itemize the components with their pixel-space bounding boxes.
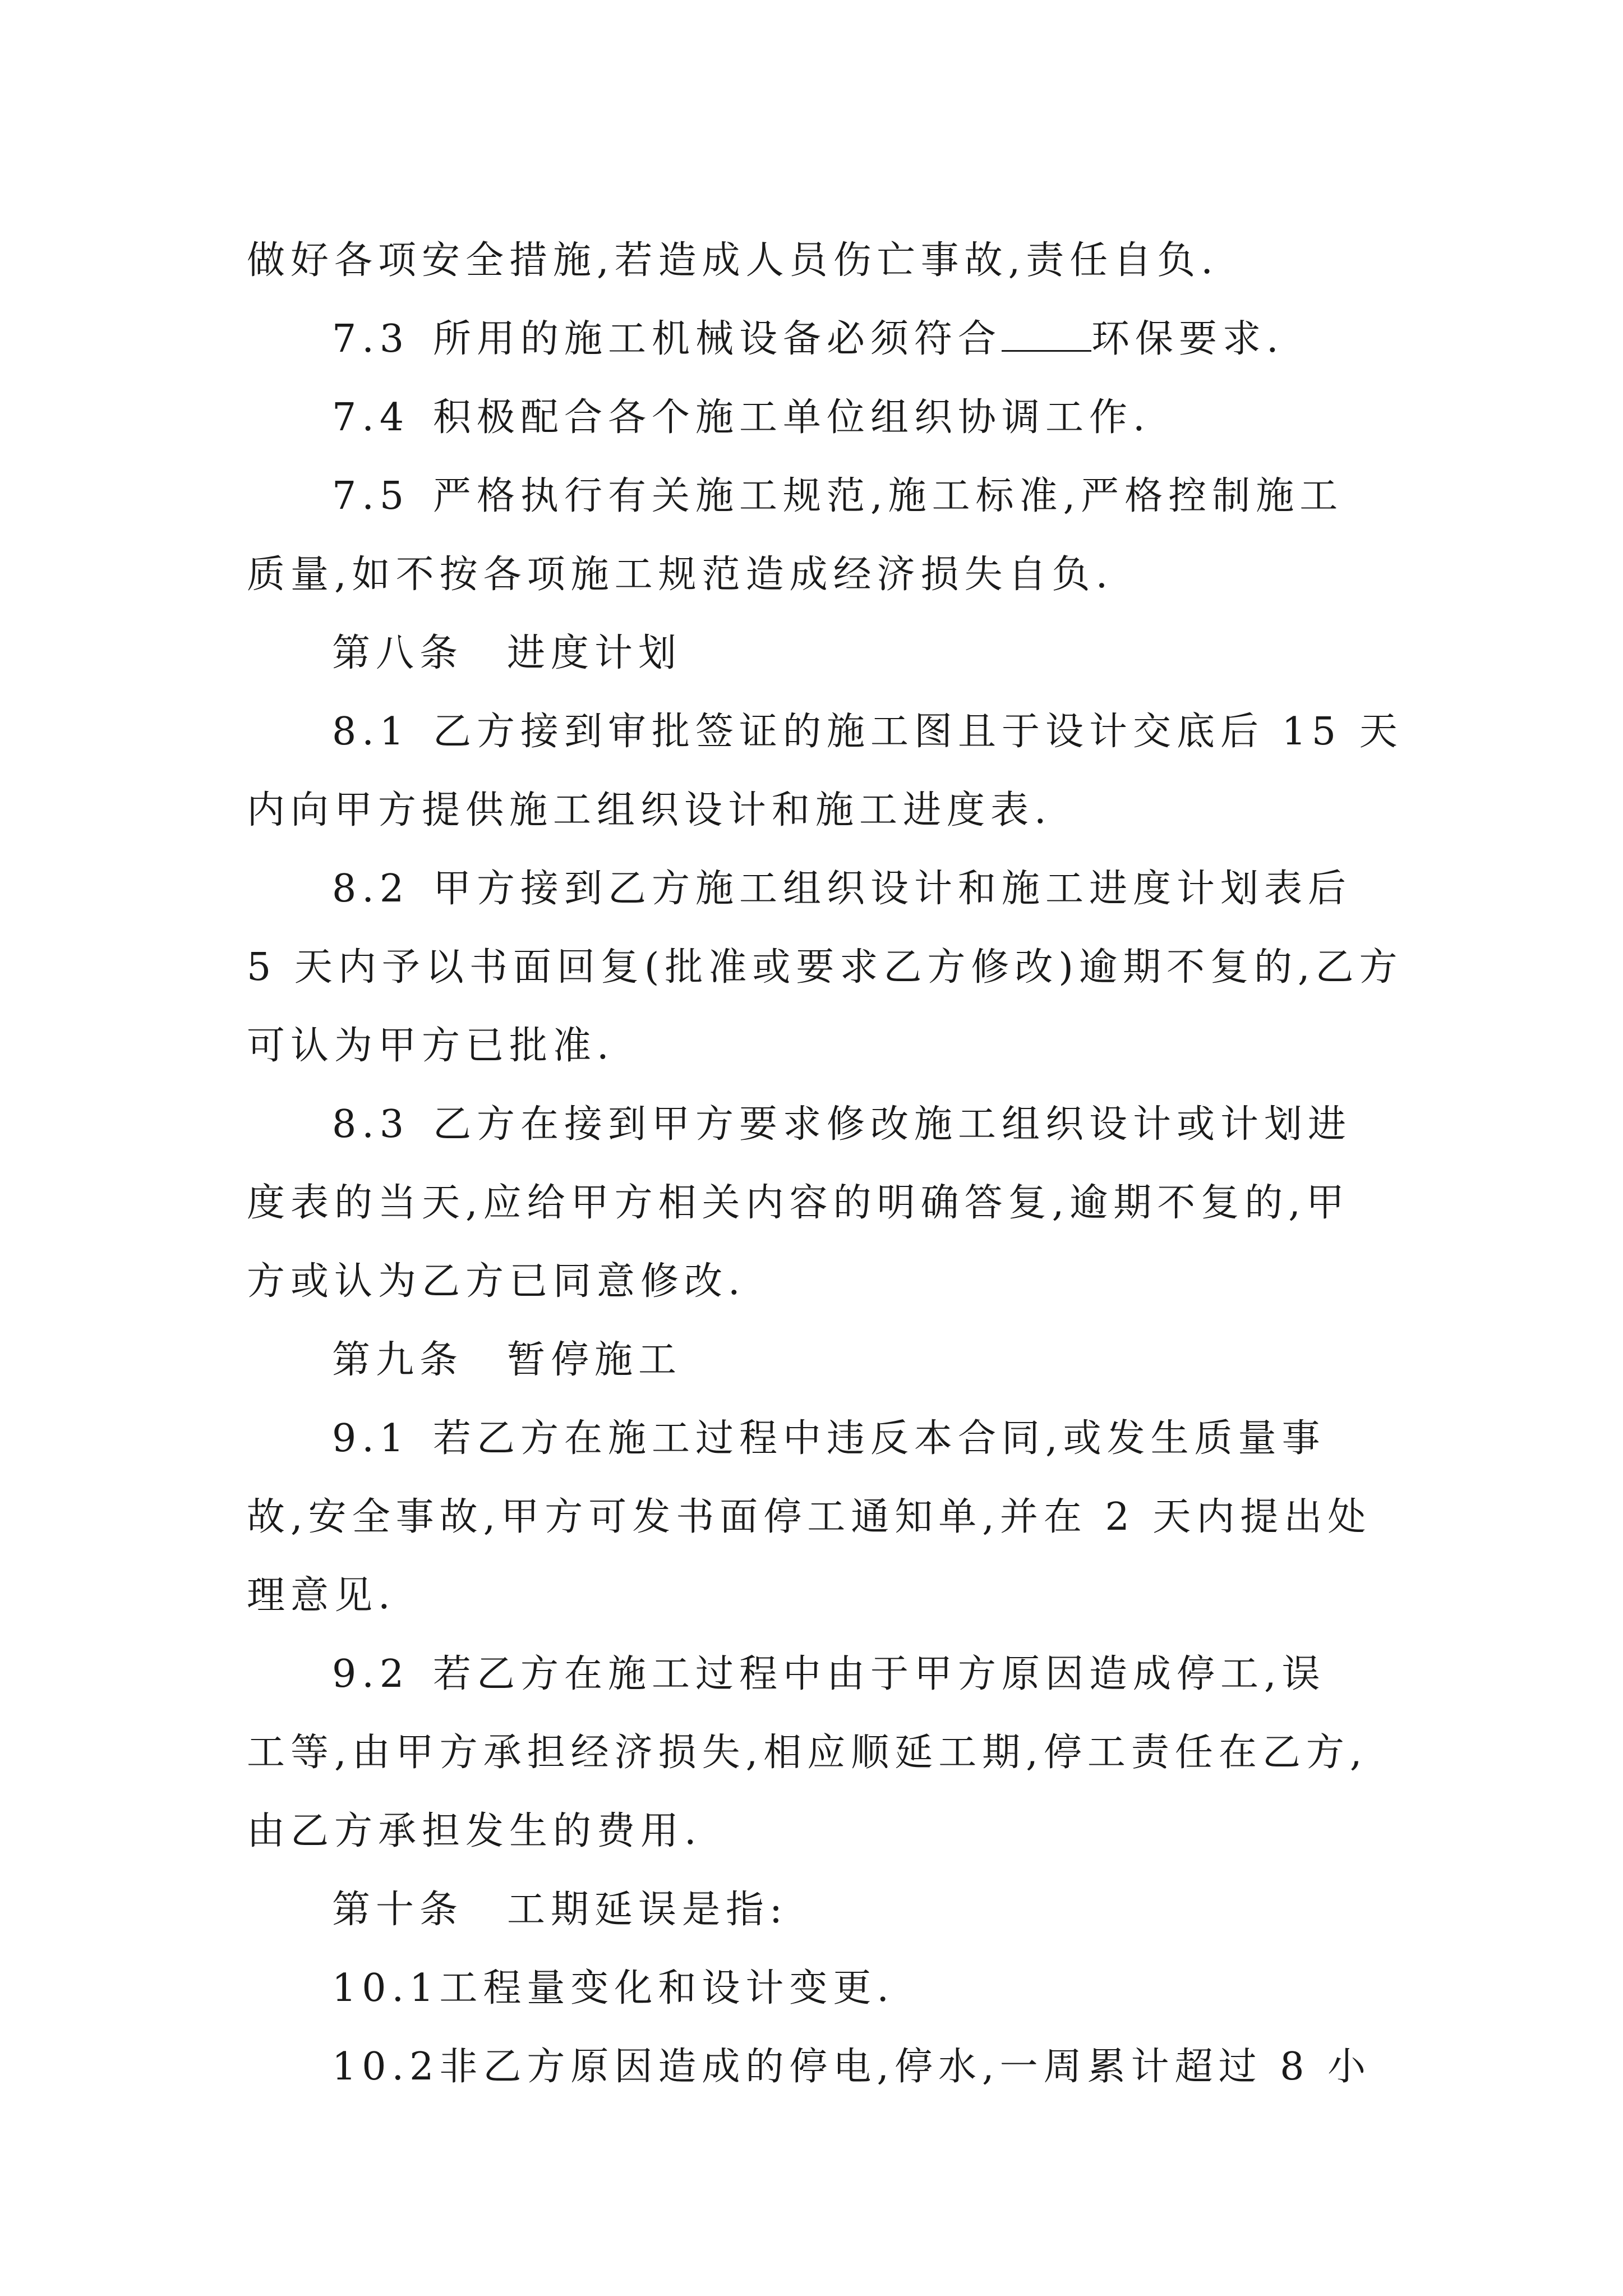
line-text: 若乙方在施工过程中由于甲方原因造成停工,误 — [433, 1652, 1326, 1696]
paragraph-line — [247, 536, 1396, 614]
clause-10-1 — [247, 1949, 1396, 2028]
line-text: 工程量变化和设计变更. — [439, 1966, 895, 2010]
line-text-after: 环保要求. — [1091, 317, 1284, 361]
section-heading-8 — [247, 614, 1396, 693]
clause-number: 7.5 — [332, 474, 410, 518]
paragraph-line — [247, 1792, 1396, 1871]
paragraph-line — [247, 1007, 1396, 1085]
section-heading: 第八条 进度计划 — [332, 631, 683, 675]
document-body — [247, 222, 1403, 2106]
line-text: 内向甲方提供施工组织设计和施工进度表. — [247, 788, 1052, 832]
paragraph-line — [247, 1164, 1396, 1243]
clause-9-2 — [247, 1635, 1396, 1714]
clause-10-2 — [247, 2028, 1396, 2106]
paragraph-line — [247, 1557, 1396, 1635]
clause-8-2 — [247, 850, 1396, 928]
paragraph-line — [247, 1714, 1396, 1792]
line-text: 乙方在接到甲方要求修改施工组织设计或计划进 — [433, 1102, 1352, 1147]
clause-number: 7.4 — [332, 395, 410, 440]
clause-number: 9.2 — [332, 1652, 410, 1696]
clause-7-4 — [247, 379, 1396, 457]
paragraph-line — [247, 1243, 1396, 1321]
line-text: 可认为甲方已批准. — [247, 1024, 615, 1068]
line-text: 理意见. — [247, 1573, 396, 1618]
clause-7-5 — [247, 457, 1396, 536]
line-text: 质量,如不按各项施工规范造成经济损失自负. — [247, 553, 1114, 597]
fill-in-blank — [1002, 323, 1091, 352]
paragraph-line — [247, 928, 1403, 1007]
line-text: 非乙方原因造成的停电,停水,一周累计超过 8 小 — [439, 2045, 1372, 2089]
clause-number: 9.1 — [332, 1416, 410, 1461]
clause-number: 8.3 — [332, 1102, 410, 1147]
paragraph-line — [247, 771, 1396, 850]
line-text: 严格执行有关施工规范,施工标准,严格控制施工 — [433, 474, 1344, 518]
line-text: 工等,由甲方承担经济损失,相应顺延工期,停工责任在乙方, — [247, 1731, 1368, 1775]
section-heading-10 — [247, 1871, 1396, 1949]
clause-number: 10.1 — [332, 1966, 440, 2010]
clause-number: 8.1 — [332, 710, 410, 754]
line-text: 甲方接到乙方施工组织设计和施工进度计划表后 — [433, 867, 1352, 911]
clause-9-1 — [247, 1400, 1396, 1478]
clause-number: 7.3 — [332, 317, 410, 361]
line-text: 乙方接到审批签证的施工图且于设计交底后 15 天 — [433, 710, 1403, 754]
paragraph-line — [247, 222, 1396, 300]
line-text: 积极配合各个施工单位组织协调工作. — [433, 395, 1151, 440]
clause-number: 10.2 — [332, 2045, 440, 2089]
line-text: 由乙方承担发生的费用. — [247, 1809, 702, 1853]
section-heading-9 — [247, 1321, 1396, 1400]
line-text: 故,安全事故,甲方可发书面停工通知单,并在 2 天内提出处 — [247, 1495, 1372, 1539]
line-text: 所用的施工机械设备必须符合 — [433, 317, 1002, 361]
line-text: 方或认为乙方已同意修改. — [247, 1259, 746, 1304]
clause-number: 8.2 — [332, 867, 410, 911]
line-text: 5 天内予以书面回复(批准或要求乙方修改)逾期不复的,乙方 — [247, 945, 1403, 990]
clause-8-1 — [247, 693, 1403, 771]
line-text: 若乙方在施工过程中违反本合同,或发生质量事 — [433, 1416, 1326, 1461]
section-heading: 第十条 工期延误是指: — [332, 1888, 788, 1932]
clause-8-3 — [247, 1085, 1396, 1164]
line-text: 度表的当天,应给甲方相关内容的明确答复,逾期不复的,甲 — [247, 1181, 1350, 1225]
line-text: 做好各项安全措施,若造成人员伤亡事故,责任自负. — [247, 238, 1219, 283]
clause-7-3 — [247, 300, 1396, 379]
section-heading: 第九条 暂停施工 — [332, 1338, 683, 1382]
paragraph-line — [247, 1478, 1396, 1557]
